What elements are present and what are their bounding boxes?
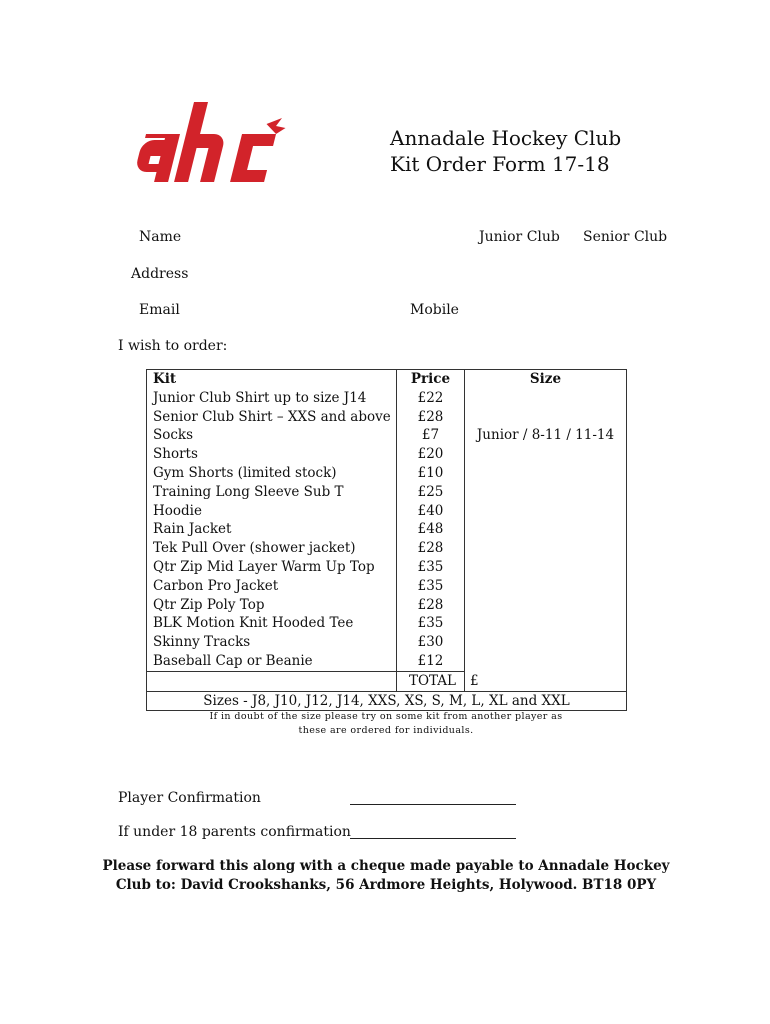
kit-price: £10 [397,464,465,483]
kit-item: Baseball Cap or Beanie [147,652,397,671]
parent-confirmation-label: If under 18 parents confirmation [118,824,351,840]
kit-size[interactable] [465,633,627,652]
kit-item: Carbon Pro Jacket [147,577,397,596]
kit-size[interactable] [465,614,627,633]
kit-price: £22 [397,389,465,408]
kit-price: £25 [397,483,465,502]
name-label: Name [139,229,182,245]
email-label: Email [139,302,180,318]
footer-line1: Please forward this along with a cheque made payable to Annadale Hockey [102,858,670,874]
kit-price: £35 [397,614,465,633]
header-price: Price [397,370,465,389]
table-row [147,502,627,521]
kit-item: Gym Shorts (limited stock) [147,464,397,483]
kit-size[interactable] [465,577,627,596]
junior-club-label: Junior Club [479,229,560,245]
table-row [147,408,627,427]
table-row [147,520,627,539]
kit-price: £40 [397,502,465,521]
table-row [147,445,627,464]
page-title: Annadale Hockey Club [390,126,622,150]
header-size: Size [465,370,627,389]
kit-price: £30 [397,633,465,652]
player-signature-line[interactable] [350,804,516,805]
kit-size[interactable] [465,483,627,502]
kit-order-table [146,369,627,711]
kit-item: Junior Club Shirt up to size J14 [147,389,397,408]
kit-price: £35 [397,558,465,577]
kit-item: Tek Pull Over (shower jacket) [147,539,397,558]
total-row [147,671,627,691]
player-confirmation-label: Player Confirmation [118,790,261,806]
footer-instructions [96,857,676,895]
kit-size[interactable] [465,445,627,464]
table-header-row [147,370,627,389]
kit-item: Senior Club Shirt – XXS and above [147,408,397,427]
kit-item: Skinny Tracks [147,633,397,652]
table-row [147,596,627,615]
table-row [147,483,627,502]
footer-line2: Club to: David Crookshanks, 56 Ardmore Heights, Holywood. BT18 0PY [115,877,657,893]
table-row [147,464,627,483]
table-row [147,426,627,445]
kit-item: BLK Motion Knit Hooded Tee [147,614,397,633]
kit-size[interactable] [465,558,627,577]
sizes-note: Sizes - J8, J10, J12, J14, XXS, XS, S, M, L, XL and XXL [147,691,627,711]
kit-item: Qtr Zip Poly Top [147,596,397,615]
club-logo [134,94,286,186]
kit-item: Qtr Zip Mid Layer Warm Up Top [147,558,397,577]
kit-item: Shorts [147,445,397,464]
kit-price: £28 [397,539,465,558]
table-row [147,633,627,652]
page-subtitle: Kit Order Form 17-18 [390,152,610,176]
total-label: TOTAL [397,671,465,691]
senior-club-label: Senior Club [583,229,668,245]
table-row [147,577,627,596]
sizes-row [147,691,627,711]
kit-size[interactable] [465,652,627,671]
kit-item: Socks [147,426,397,445]
order-intro: I wish to order: [118,338,228,354]
kit-price: £7 [397,426,465,445]
kit-price: £28 [397,408,465,427]
mobile-label: Mobile [410,302,459,318]
kit-price: £12 [397,652,465,671]
size-advice-line1: If in doubt of the size please try on some kit from another player as [209,711,563,722]
address-label: Address [131,266,189,282]
table-row [147,652,627,671]
kit-item: Training Long Sleeve Sub T [147,483,397,502]
total-value[interactable]: £ [465,671,627,691]
kit-size[interactable] [465,502,627,521]
table-row [147,558,627,577]
kit-price: £48 [397,520,465,539]
table-row [147,389,627,408]
table-row [147,614,627,633]
kit-price: £28 [397,596,465,615]
kit-item: Rain Jacket [147,520,397,539]
kit-size[interactable] [465,464,627,483]
parent-signature-line[interactable] [350,838,516,839]
size-advice-line2: these are ordered for individuals. [298,725,474,736]
kit-size[interactable]: Junior / 8-11 / 11-14 [465,426,627,445]
kit-price: £20 [397,445,465,464]
kit-size[interactable] [465,520,627,539]
header-kit: Kit [147,370,397,389]
kit-size[interactable] [465,539,627,558]
kit-size[interactable] [465,596,627,615]
kit-item: Hoodie [147,502,397,521]
kit-size[interactable] [465,408,627,427]
kit-size[interactable] [465,389,627,408]
kit-price: £35 [397,577,465,596]
table-row [147,539,627,558]
